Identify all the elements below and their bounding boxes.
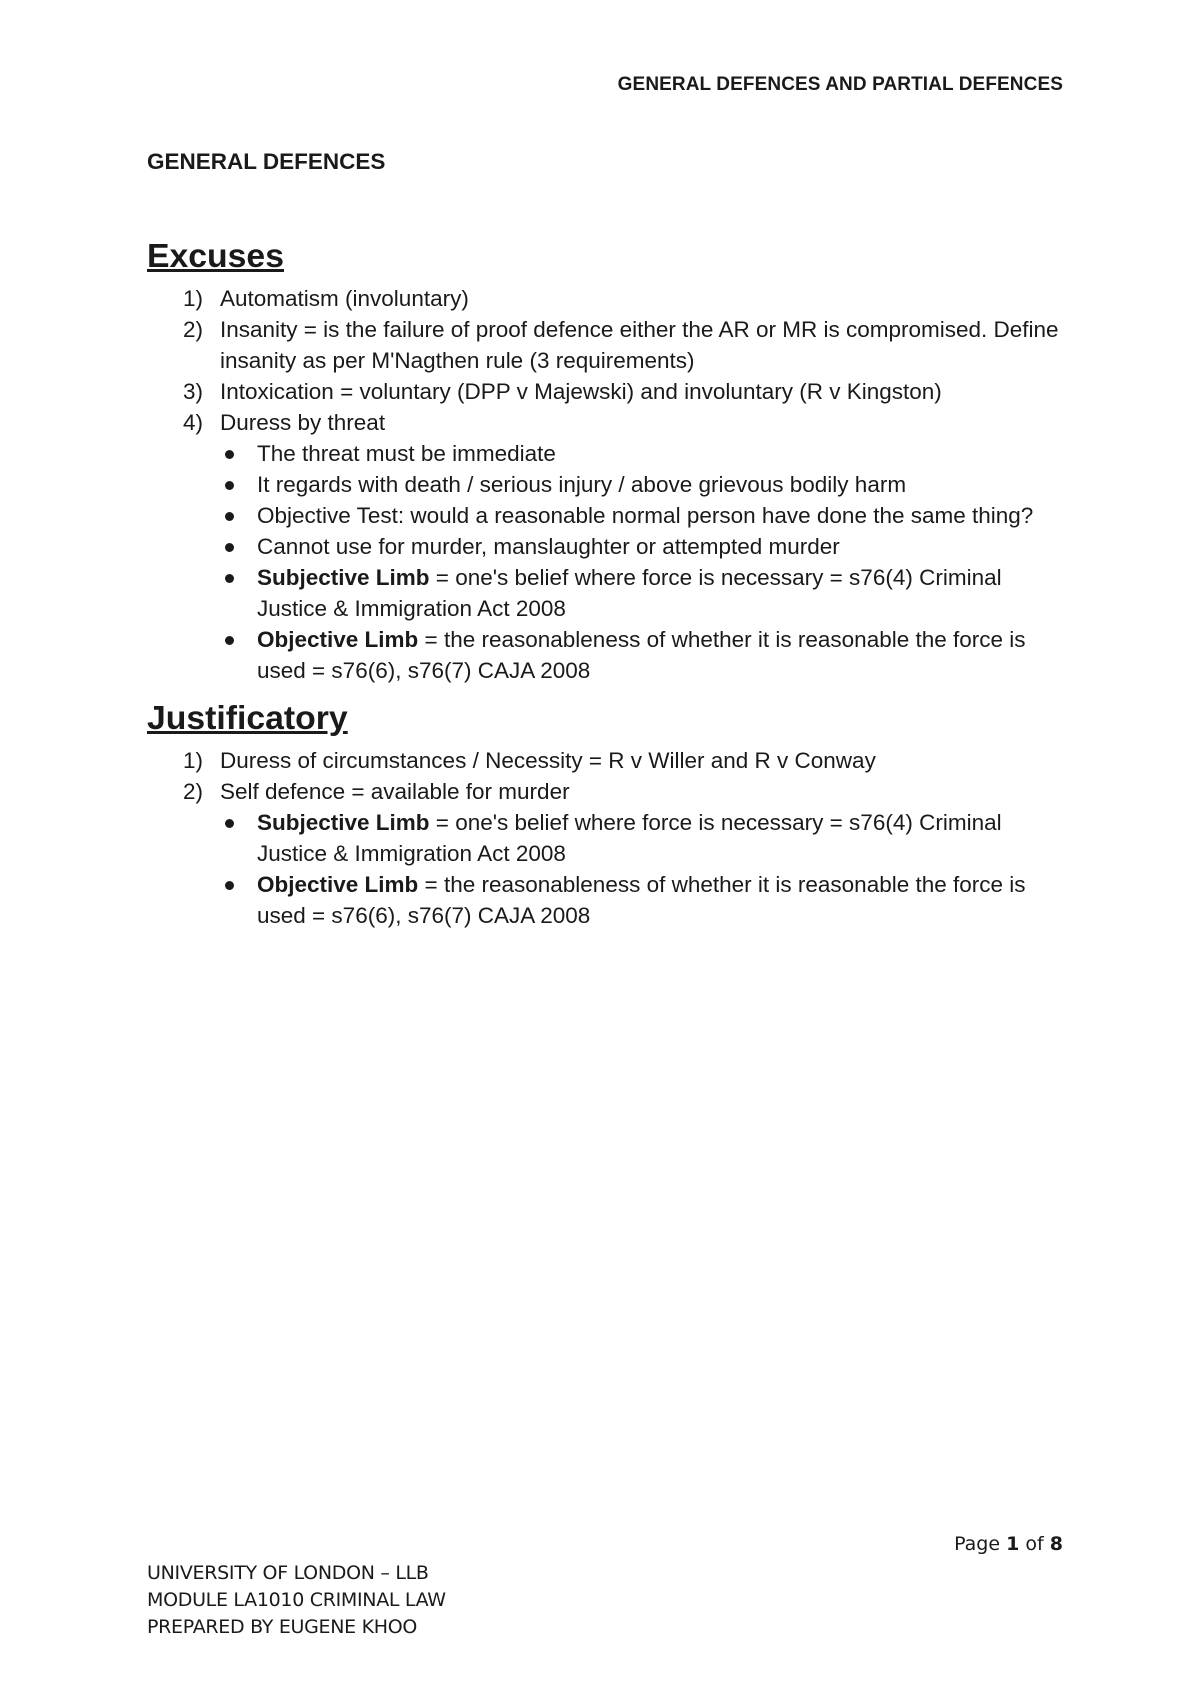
- list-item-text: Duress by threat: [220, 410, 386, 435]
- running-header: GENERAL DEFENCES AND PARTIAL DEFENCES: [617, 74, 1063, 95]
- bullet-icon: [225, 636, 234, 645]
- document-title: GENERAL DEFENCES: [147, 149, 386, 174]
- justificatory-list: [147, 745, 1077, 931]
- list-number: 4): [183, 410, 204, 435]
- list-item: [147, 314, 1077, 376]
- excuses-list: [147, 283, 1077, 686]
- list-item-text: Duress of circumstances / Necessity = R v Willer and R v Conway: [220, 748, 876, 773]
- list-item-text: Automatism (involuntary): [220, 286, 469, 311]
- list-item-text: Self defence = available for murder: [220, 779, 570, 804]
- list-number: 2): [183, 317, 204, 342]
- bullet-icon: [225, 543, 234, 552]
- footer-university: UNIVERSITY OF LONDON – LLB: [147, 1562, 429, 1584]
- bullet-text: The threat must be immediate: [257, 441, 556, 466]
- bullet-item: [184, 562, 1077, 624]
- footer-info: [147, 1560, 446, 1641]
- bullet-text: It regards with death / serious injury / above grievous bodily harm: [257, 472, 907, 497]
- section-heading-justificatory: Justificatory: [147, 699, 348, 737]
- bullet-icon: [225, 881, 234, 890]
- bullet-text: = the reasonableness of whether it is reasonable the force is used = s76(6), s76(7) CAJA 2008: [257, 627, 1026, 683]
- bullet-item: [220, 869, 1077, 931]
- bullet-bold-term: Objective Limb: [257, 627, 419, 652]
- bullet-text: Cannot use for murder, manslaughter or attempted murder: [257, 534, 840, 559]
- list-number: 2): [183, 779, 204, 804]
- page-current: 1: [1006, 1533, 1020, 1555]
- list-number: 1): [183, 286, 204, 311]
- list-item: [147, 376, 1077, 407]
- bullet-bold-term: Subjective Limb: [257, 810, 430, 835]
- bullet-icon: [225, 574, 234, 583]
- list-number: 1): [183, 748, 204, 773]
- section-heading-excuses: Excuses: [147, 237, 284, 275]
- page-number: [954, 1533, 1063, 1555]
- duress-bullet-list: [184, 438, 1077, 686]
- bullet-item: [184, 469, 1077, 500]
- self-defence-bullet-list: [220, 807, 1077, 931]
- list-item: [147, 776, 1077, 931]
- bullet-item: [220, 807, 1077, 869]
- list-item-text: Insanity = is the failure of proof defence either the AR or MR is compromised. Define insanity as per M'Nagthen rule (3 requirements): [220, 317, 1059, 373]
- bullet-text: = one's belief where force is necessary = s76(4) Criminal Justice & Immigration Act 2008: [257, 810, 1002, 866]
- bullet-item: [184, 438, 1077, 469]
- list-item: [147, 745, 1077, 776]
- bullet-item: [184, 531, 1077, 562]
- bullet-bold-term: Subjective Limb: [257, 565, 430, 590]
- list-item-text: Intoxication = voluntary (DPP v Majewski) and involuntary (R v Kingston): [220, 379, 942, 404]
- page-of: of: [1025, 1533, 1044, 1555]
- footer-author: PREPARED BY EUGENE KHOO: [147, 1616, 418, 1638]
- bullet-text: Objective Test: would a reasonable normal person have done the same thing?: [257, 503, 1034, 528]
- bullet-icon: [225, 450, 234, 459]
- page-label: Page: [954, 1533, 1001, 1555]
- footer-module: MODULE LA1010 CRIMINAL LAW: [147, 1589, 446, 1611]
- document-body: [147, 146, 1077, 931]
- bullet-icon: [225, 481, 234, 490]
- bullet-bold-term: Objective Limb: [257, 872, 419, 897]
- page-total: 8: [1049, 1533, 1063, 1555]
- bullet-text: = one's belief where force is necessary = s76(4) Criminal Justice & Immigration Act 2008: [257, 565, 1002, 621]
- bullet-item: [184, 500, 1077, 531]
- bullet-item: [184, 624, 1077, 686]
- bullet-icon: [225, 819, 234, 828]
- list-number: 3): [183, 379, 204, 404]
- list-item: [147, 407, 1077, 686]
- bullet-text: = the reasonableness of whether it is reasonable the force is used = s76(6), s76(7) CAJA 2008: [257, 872, 1026, 928]
- list-item: [147, 283, 1077, 314]
- bullet-icon: [225, 512, 234, 521]
